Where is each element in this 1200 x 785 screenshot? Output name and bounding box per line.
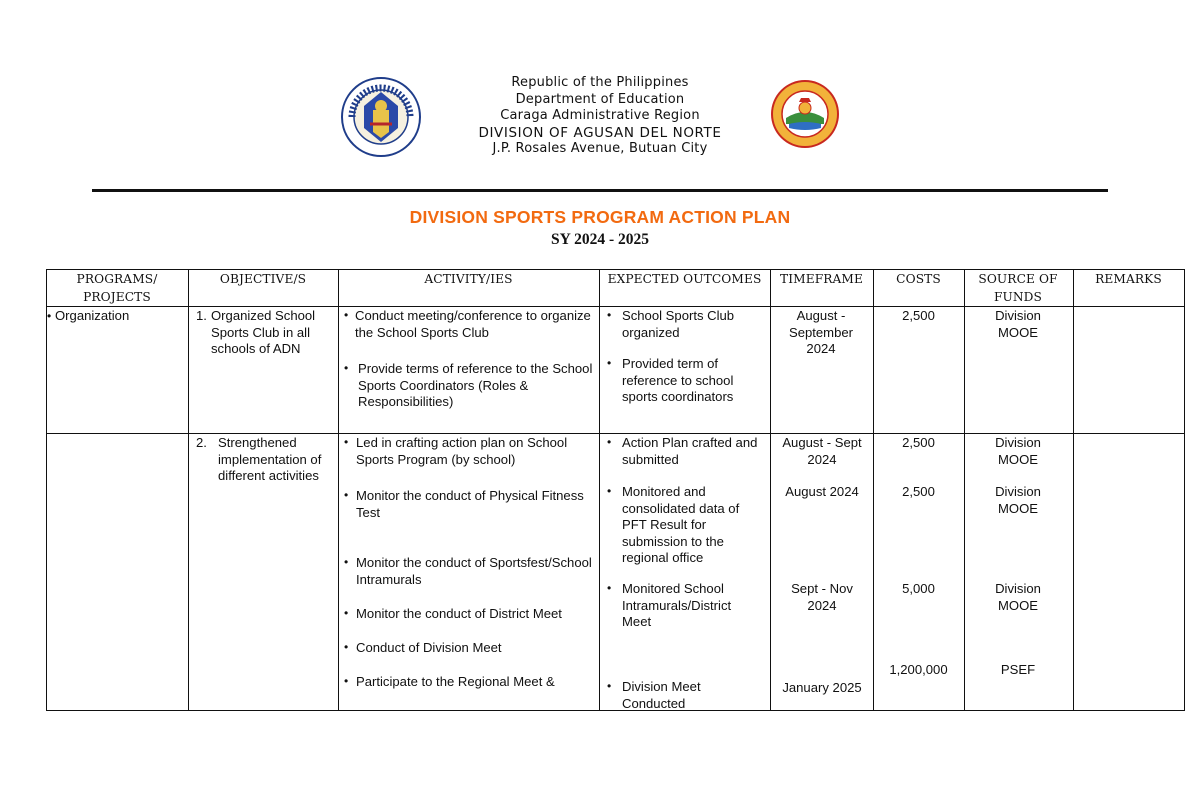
school-year: SY 2024 - 2025 bbox=[550, 231, 650, 248]
header-timeframe: TIMEFRAME bbox=[779, 272, 864, 286]
outcome-item: Provided term of reference to school sports coordinators bbox=[622, 356, 734, 405]
outcome-item: Division Meet Conducted bbox=[622, 679, 701, 711]
cost-cell: 2,500 bbox=[902, 435, 935, 450]
letterhead-republic: Republic of the Philippines bbox=[511, 75, 689, 90]
table-row1-border bbox=[46, 433, 1185, 434]
timeframe-cell: Sept - Nov 2024 bbox=[791, 581, 853, 613]
table-header-border bbox=[46, 306, 1185, 307]
bullet-icon: • bbox=[47, 309, 52, 323]
activity-item: Monitor the conduct of District Meet bbox=[356, 606, 562, 621]
letterhead-region: Caraga Administrative Region bbox=[500, 108, 700, 124]
cost-cell: 1,200,000 bbox=[889, 662, 948, 677]
table-col-line bbox=[873, 269, 874, 711]
source-cell: Division MOOE bbox=[995, 435, 1041, 467]
bullet-icon: • bbox=[607, 581, 612, 595]
source-cell: PSEF bbox=[1000, 662, 1036, 677]
activity-item: Conduct meeting/conference to organize the School Sports Club bbox=[355, 308, 591, 340]
bullet-icon: • bbox=[344, 640, 349, 654]
header-programs: PROGRAMS/ PROJECTS bbox=[76, 272, 158, 304]
header-outcomes: EXPECTED OUTCOMES bbox=[607, 272, 762, 286]
table-col-line bbox=[770, 269, 771, 711]
header-costs: COSTS bbox=[896, 272, 941, 286]
bullet-icon: • bbox=[607, 308, 612, 322]
bullet-icon: • bbox=[607, 435, 612, 449]
table-top-border bbox=[46, 269, 1185, 270]
document-title: DIVISION SPORTS PROGRAM ACTION PLAN bbox=[409, 207, 791, 227]
bullet-icon: • bbox=[344, 361, 349, 375]
bullet-icon: • bbox=[344, 606, 349, 620]
table-col-line bbox=[964, 269, 965, 711]
table-col-line bbox=[188, 269, 189, 711]
source-cell: Division MOOE bbox=[995, 581, 1041, 613]
outcome-item: Action Plan crafted and submitted bbox=[622, 435, 758, 467]
timeframe-cell: January 2025 bbox=[782, 680, 862, 695]
outcome-item: Monitored School Intramurals/District Meet bbox=[622, 581, 732, 630]
activity-item: Monitor the conduct of Sportsfest/School Intramurals bbox=[356, 555, 592, 587]
bullet-icon: • bbox=[344, 435, 349, 449]
table-col-line bbox=[599, 269, 600, 711]
bullet-icon: • bbox=[344, 488, 349, 502]
bullet-icon: • bbox=[607, 484, 612, 498]
objective-number: 1. bbox=[196, 308, 207, 323]
activity-item: Provide terms of reference to the School Sports Coordinators (Roles & Responsibilities) bbox=[358, 361, 593, 410]
activity-item: Participate to the Regional Meet & bbox=[356, 674, 555, 689]
outcome-item: School Sports Club organized bbox=[622, 308, 735, 340]
objective-number: 2. bbox=[196, 435, 207, 450]
table-bottom-border bbox=[46, 710, 1185, 711]
objective-cell: Organized School Sports Club in all schools of ADN bbox=[211, 308, 316, 357]
letterhead bbox=[400, 75, 800, 158]
table-col-line bbox=[1073, 269, 1074, 711]
bullet-icon: • bbox=[607, 679, 612, 693]
header-activities: ACTIVITY/IES bbox=[424, 272, 513, 286]
letterhead-department: Department of Education bbox=[515, 91, 685, 107]
cost-cell: 5,000 bbox=[902, 581, 935, 596]
header-source: SOURCE OF FUNDS bbox=[978, 272, 1058, 304]
division-seal bbox=[769, 78, 841, 150]
header-objectives: OBJECTIVE/S bbox=[219, 272, 307, 286]
table-col-line bbox=[1184, 269, 1185, 711]
timeframe-cell: August - September 2024 bbox=[788, 308, 854, 357]
activity-item: Monitor the conduct of Physical Fitness Test bbox=[356, 488, 584, 520]
program-cell: Organization bbox=[55, 308, 130, 323]
bullet-icon: • bbox=[344, 555, 349, 569]
table-col-line bbox=[46, 269, 47, 711]
timeframe-cell: August - Sept 2024 bbox=[782, 435, 862, 467]
source-cell: Division MOOE bbox=[995, 484, 1041, 516]
bullet-icon: • bbox=[344, 308, 349, 322]
outcome-item: Monitored and consolidated data of PFT Result for submission to the regional office bbox=[622, 484, 740, 566]
header-rule bbox=[92, 189, 1108, 192]
timeframe-cell: August 2024 bbox=[785, 484, 859, 499]
table-col-line bbox=[338, 269, 339, 711]
activity-item: Led in crafting action plan on School Sports Program (by school) bbox=[356, 435, 568, 467]
letterhead-address: J.P. Rosales Avenue, Butuan City bbox=[492, 141, 708, 157]
bullet-icon: • bbox=[344, 674, 349, 688]
objective-cell: Strengthened implementation of different activities bbox=[218, 435, 322, 484]
activity-item: Conduct of Division Meet bbox=[356, 640, 502, 655]
cost-cell: 2,500 bbox=[902, 484, 935, 499]
letterhead-division: DIVISION OF AGUSAN DEL NORTE bbox=[478, 124, 722, 141]
header-remarks: REMARKS bbox=[1095, 272, 1162, 286]
source-cell: Division MOOE bbox=[995, 308, 1041, 340]
bullet-icon: • bbox=[607, 356, 612, 370]
cost-cell: 2,500 bbox=[902, 308, 935, 323]
